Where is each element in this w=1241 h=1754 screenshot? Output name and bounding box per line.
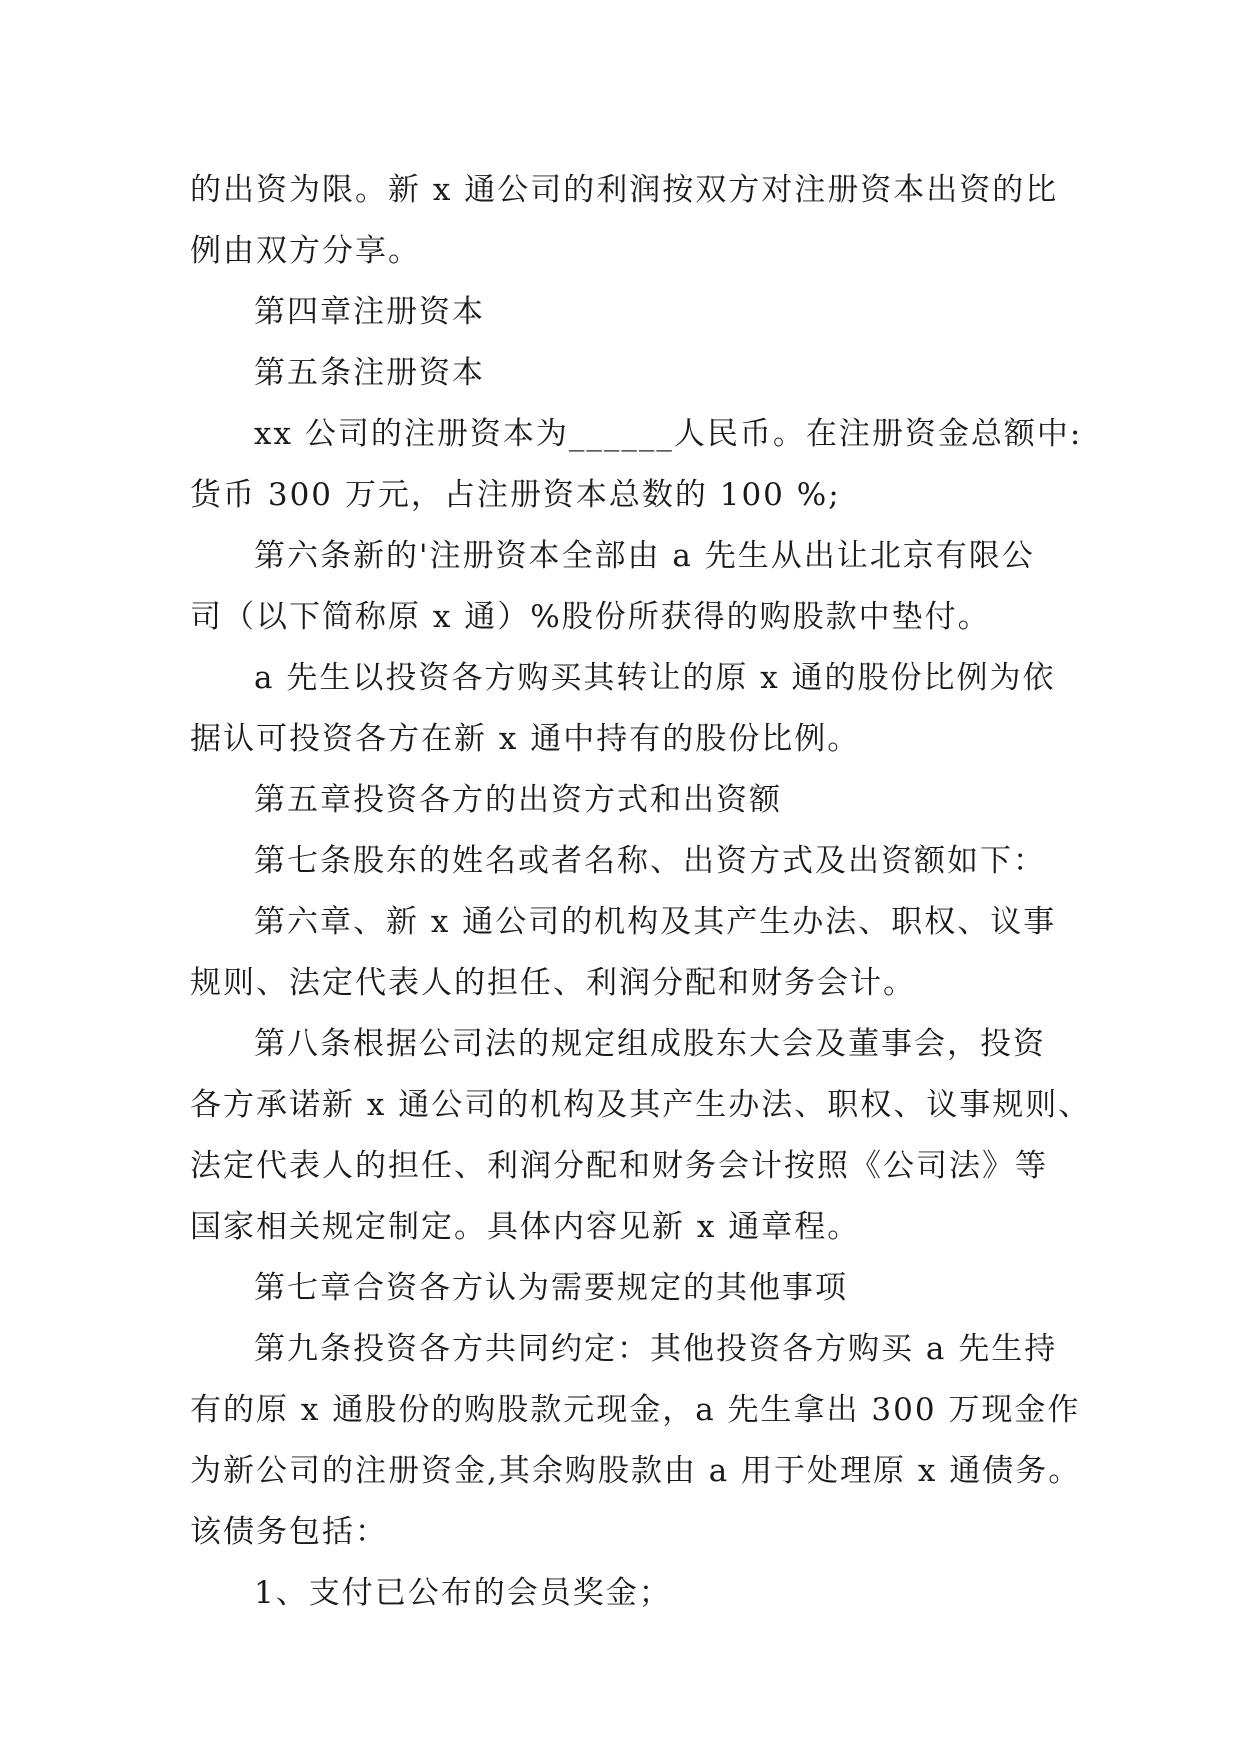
paragraph [190, 343, 1050, 404]
text-line: 法定代表人的担任、利润分配和财务会计按照《公司法》等 [190, 1148, 1048, 1184]
text-line: 第五章投资各方的出资方式和出资额 [254, 782, 782, 818]
text-line: 第九条投资各方共同约定：其他投资各方购买 a 先生持 [254, 1331, 1058, 1367]
text-line: 1、支付已公布的会员奖金； [254, 1575, 672, 1611]
document-body [190, 160, 1092, 1624]
text-line: xx 公司的注册资本为______人民币。在注册资金总额中: [254, 416, 1083, 452]
text-line: 国家相关规定制定。具体内容见新 x 通章程。 [190, 1209, 861, 1245]
text-line: 第四章注册资本 [254, 294, 485, 330]
paragraph [190, 526, 1050, 648]
paragraph [190, 1258, 1050, 1319]
text-line: 为新公司的注册资金,其余购股款由 a 用于处理原 x 通债务。 [190, 1453, 1082, 1489]
paragraph [190, 404, 1083, 526]
paragraph [190, 831, 1050, 892]
paragraph [190, 1319, 1082, 1563]
text-line: 第六章、新 x 通公司的机构及其产生办法、职权、议事 [254, 904, 1057, 940]
text-line: 第六条新的'注册资本全部由 a 先生从出让北京有限公 [254, 538, 1035, 574]
text-line: 该债务包括： [190, 1514, 388, 1550]
text-line: 货币 300 万元，占注册资本总数的 100 %; [190, 477, 841, 513]
text-line: 有的原 x 通股份的购股款元现金，a 先生拿出 300 万现金作 [190, 1392, 1081, 1428]
text-line: 司（以下简称原 x 通）%股份所获得的购股款中垫付。 [190, 599, 991, 635]
text-line: 的出资为限。新 x 通公司的利润按双方对注册资本出资的比 [190, 172, 1059, 208]
text-line: 各方承诺新 x 通公司的机构及其产生办法、职权、议事规则、 [190, 1087, 1092, 1123]
text-line: 规则、法定代表人的担任、利润分配和财务会计。 [190, 965, 916, 1001]
paragraph [190, 1563, 1050, 1624]
paragraph [190, 648, 1056, 770]
paragraph [190, 770, 1050, 831]
text-line: 据认可投资各方在新 x 通中持有的股份比例。 [190, 721, 861, 757]
paragraph [190, 282, 1050, 343]
text-line: 第八条根据公司法的规定组成股东大会及董事会，投资 [254, 1026, 1046, 1062]
text-line: 第七条股东的姓名或者名称、出资方式及出资额如下： [254, 843, 1046, 879]
text-line: 第七章合资各方认为需要规定的其他事项 [254, 1270, 848, 1306]
paragraph [190, 1014, 1092, 1258]
paragraph [190, 892, 1057, 1014]
paragraph [190, 160, 1059, 282]
text-line: a 先生以投资各方购买其转让的原 x 通的股份比例为依 [254, 660, 1056, 696]
text-line: 第五条注册资本 [254, 355, 485, 391]
text-line: 例由双方分享。 [190, 233, 421, 269]
